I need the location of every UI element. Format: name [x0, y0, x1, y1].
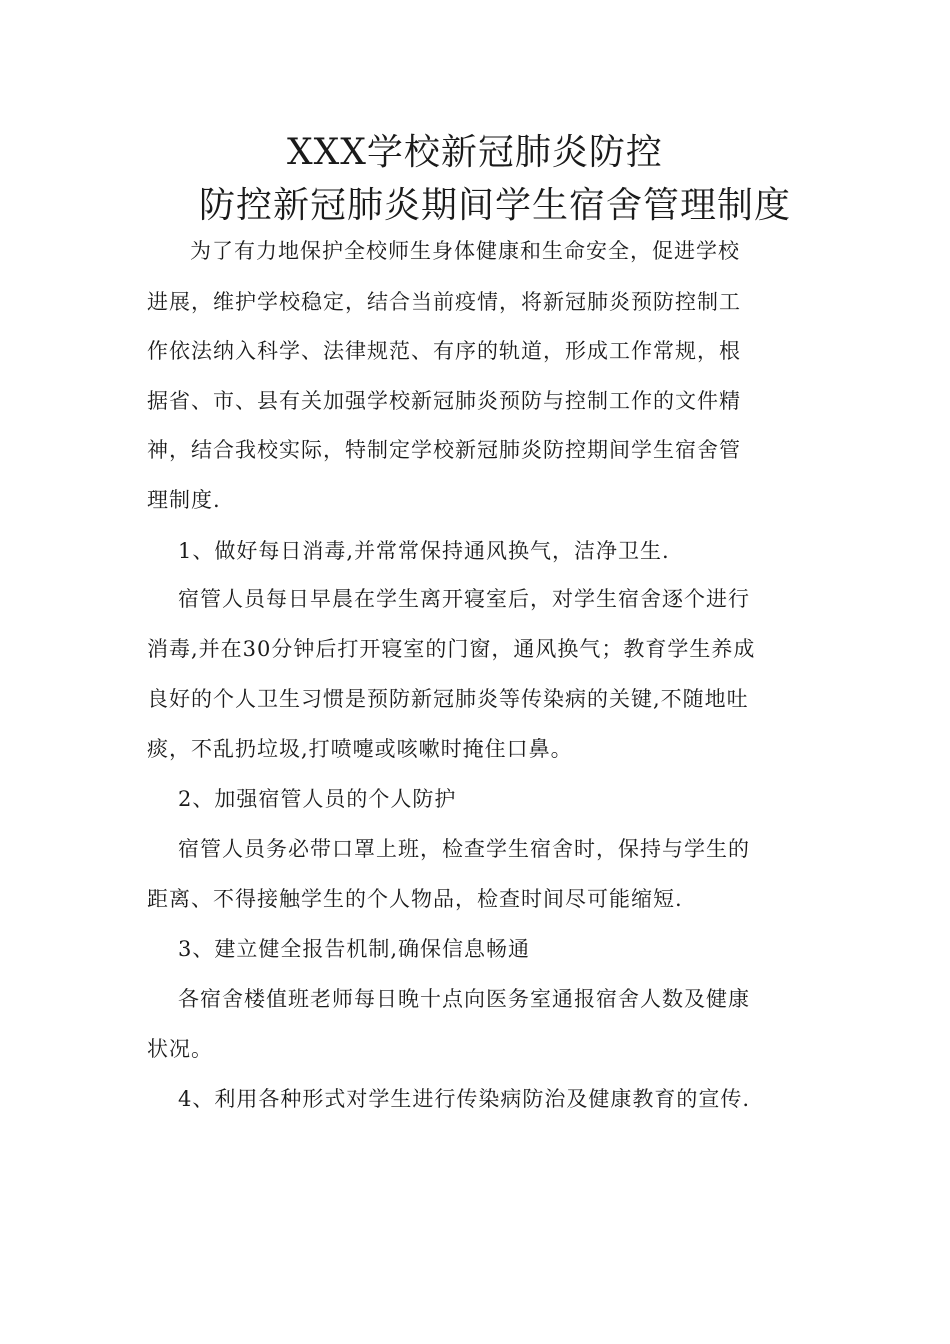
paragraph-line: 据省、市、县有关加强学校新冠肺炎预防与控制工作的文件精 — [147, 389, 741, 413]
paragraph-line: 状况。 — [147, 1037, 213, 1061]
document-subtitle: 防控新冠肺炎期间学生宿舍管理制度 — [198, 185, 791, 226]
paragraph-line: 神，结合我校实际，特制定学校新冠肺炎防控期间学生宿舍管 — [147, 438, 741, 462]
paragraph-line: 进展，维护学校稳定，结合当前疫情，将新冠肺炎预防控制工 — [147, 290, 741, 314]
paragraph-line: 各宿舍楼值班老师每日晚十点向医务室通报宿舍人数及健康 — [178, 987, 750, 1011]
paragraph-line: 良好的个人卫生习惯是预防新冠肺炎等传染病的关键,不随地吐 — [147, 687, 749, 711]
paragraph-line: 宿管人员务必带口罩上班，检查学生宿舍时，保持与学生的 — [178, 837, 750, 861]
paragraph-line: 作依法纳入科学、法律规范、有序的轨道，形成工作常规，根 — [147, 339, 741, 363]
paragraph-line: 距离、不得接触学生的个人物品，检查时间尽可能缩短. — [147, 887, 683, 911]
paragraph-line: 痰，不乱扔垃圾,打喷嚏或咳嗽时掩住口鼻。 — [147, 737, 573, 761]
paragraph-line: 宿管人员每日早晨在学生离开寝室后，对学生宿舍逐个进行 — [178, 587, 750, 611]
section-heading: 4、利用各种形式对学生进行传染病防治及健康教育的宣传. — [178, 1087, 751, 1111]
document-title: XXX学校新冠肺炎防控 — [287, 132, 663, 173]
section-heading: 3、建立健全报告机制,确保信息畅通 — [178, 937, 531, 961]
paragraph-line: 消毒,并在30分钟后打开寝室的门窗，通风换气；教育学生养成 — [147, 637, 756, 661]
paragraph-line: 为了有力地保护全校师生身体健康和生命安全，促进学校 — [190, 239, 740, 263]
paragraph-line: 理制度. — [147, 488, 221, 512]
section-heading: 2、加强宿管人员的个人防护 — [178, 787, 457, 811]
section-heading: 1、做好每日消毒,并常常保持通风换气，洁净卫生. — [178, 539, 670, 563]
